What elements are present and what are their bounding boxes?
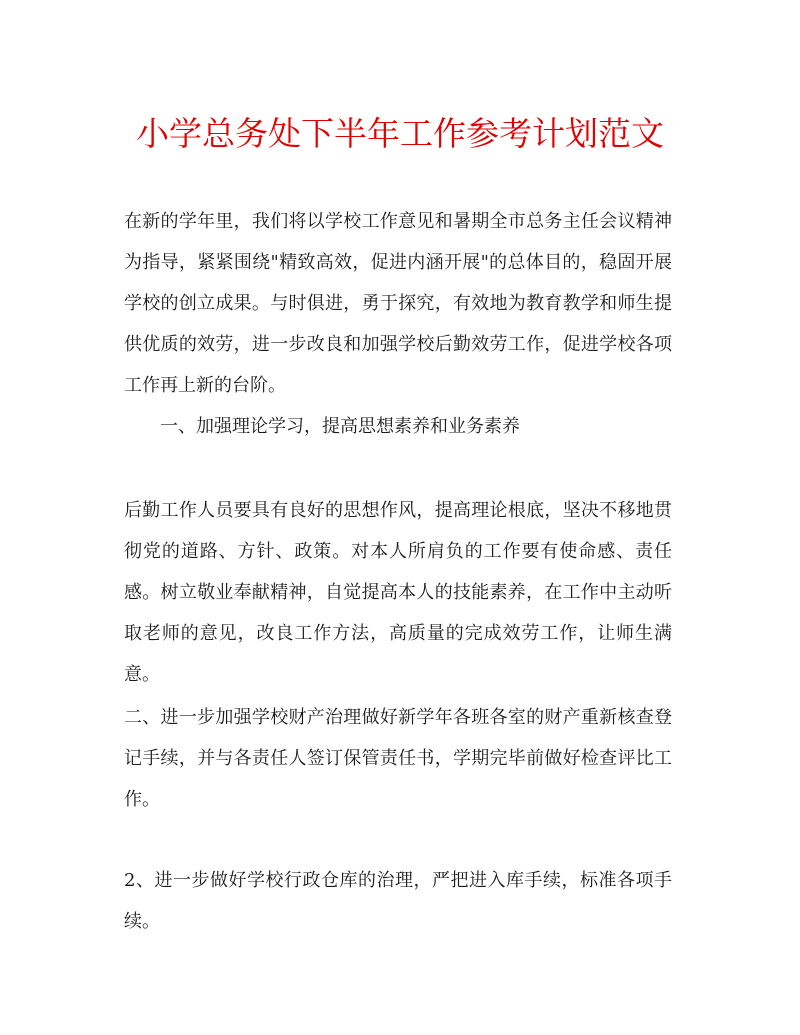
section-2-paragraph: 二、进一步加强学校财产治理做好新学年各班各室的财产重新核查登记手续，并与各责任人签订保管责任书，学期完毕前做好检查评比工作。 bbox=[124, 707, 672, 810]
item-2-paragraph: 2、进一步做好学校行政仓库的治理，严把进入库手续，标准各项手续。 bbox=[124, 870, 672, 932]
document-title: 小学总务处下半年工作参考计划范文 bbox=[136, 114, 664, 153]
intro-paragraph: 在新的学年里，我们将以学校工作意见和暑期全市总务主任会议精神为指导，紧紧围绕"精致高效，促进内涵开展"的总体目的，稳固开展学校的创立成果。与时俱进，勇于探究，有效地为教育教学和师生提供优质的效劳，进一步改良和加强学校后勤效劳工作，促进学校各项工作再上新的台阶。 bbox=[124, 211, 672, 396]
section-1-body: 后勤工作人员要具有良好的思想作风，提高理论根底，坚决不移地贯彻党的道路、方针、政策。对本人所肩负的工作要有使命感、责任感。树立敬业奉献精神，自觉提高本人的技能素养，在工作中主动听取老师的意见，改良工作方法，高质量的完成效劳工作，让师生满意。 bbox=[124, 500, 672, 685]
section-heading-1: 一、加强理论学习，提高思想素养和业务素养 bbox=[160, 416, 520, 437]
